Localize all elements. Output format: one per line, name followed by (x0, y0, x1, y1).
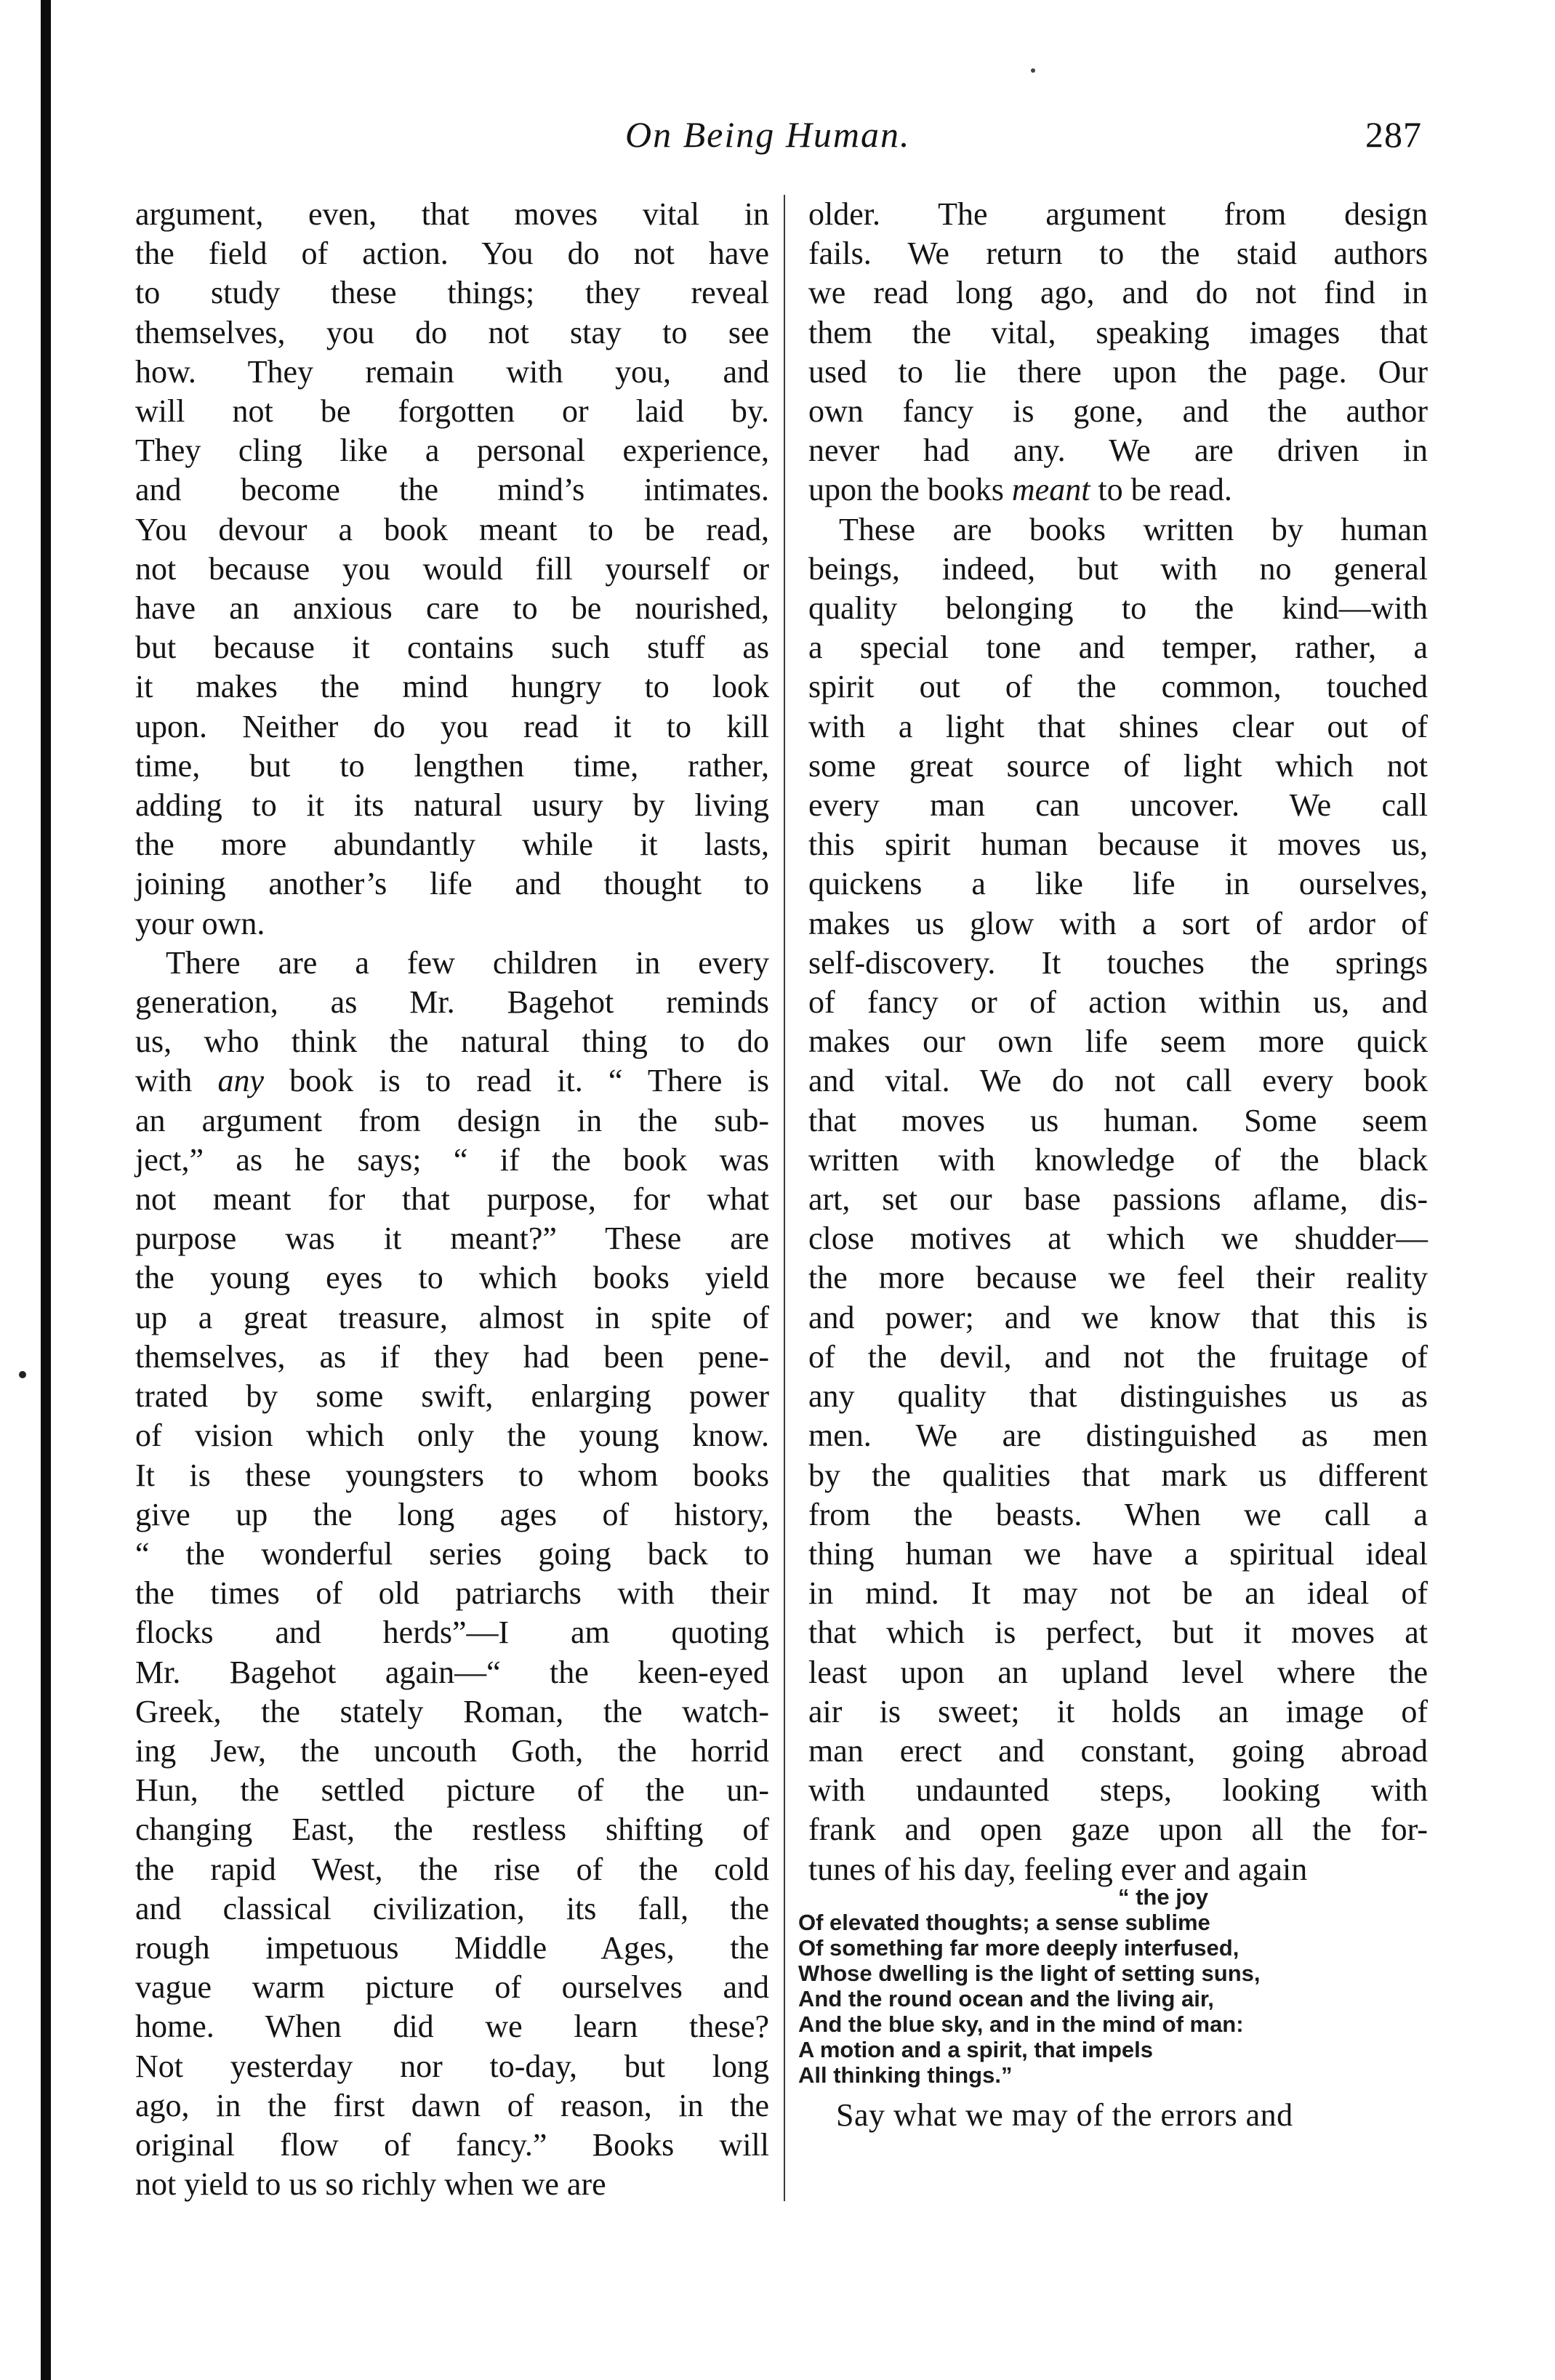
text-line: purpose was it meant?” These are (135, 1221, 769, 1257)
text-line: ing Jew, the uncouth Goth, the horrid (135, 1732, 769, 1769)
text-line: time, but to lengthen time, rather, (135, 747, 769, 784)
text-line: not meant for that purpose, for what (135, 1181, 769, 1218)
text-line: and vital. We do not call every book (808, 1063, 1428, 1099)
text-line: adding to it its natural usury by living (135, 787, 769, 824)
column-divider (784, 195, 785, 2201)
text-line: original flow of fancy.” Books will (135, 2126, 769, 2163)
text-line: fails. We return to the staid authors (808, 236, 1428, 272)
text-line: the more abundantly while it lasts, (135, 827, 769, 863)
text-line: flocks and herds”—I am quoting (135, 1615, 769, 1651)
text-line: by the qualities that mark us different (808, 1457, 1428, 1493)
text-line: the rapid West, the rise of the cold (135, 1851, 769, 1887)
text-line: and power; and we know that this is (808, 1299, 1428, 1335)
text-line: not because you would fill yourself or (135, 550, 769, 587)
text-line: vague warm picture of ourselves and (135, 1969, 769, 2006)
text-line: that which is perfect, but it moves at (808, 1615, 1428, 1651)
text-line: makes us glow with a sort of ardor of (808, 905, 1428, 941)
text-line: of the devil, and not the fruitage of (808, 1338, 1428, 1375)
closing-line: Say what we may of the errors and (836, 2097, 1293, 2133)
margin-dot (19, 1371, 26, 1378)
text-line: changing East, the restless shifting of (135, 1812, 769, 1848)
text-line: that moves us human. Some seem (808, 1102, 1428, 1138)
text-line: this spirit human because it moves us, (808, 827, 1428, 863)
text-line: quality belonging to the kind—with (808, 590, 1428, 627)
text-line: with undaunted steps, looking with (808, 1772, 1428, 1809)
left-paragraph-1 (135, 195, 769, 944)
text-line: and classical civilization, its fall, the (135, 1890, 769, 1926)
text-line: any quality that distinguishes us as (808, 1378, 1428, 1415)
poem-line: And the round ocean and the living air, (798, 1986, 1214, 2011)
text-line: the times of old patriarchs with their (135, 1575, 769, 1612)
text-line: will not be forgotten or laid by. (135, 393, 769, 430)
text-line: but because it contains such stuff as (135, 630, 769, 666)
text-line: These are books written by human (839, 511, 1428, 547)
text-line: spirit out of the common, touched (808, 669, 1428, 705)
poem-line: Whose dwelling is the light of setting suns, (798, 1961, 1261, 1986)
text-line: “ the wonderful series going back to (135, 1535, 769, 1572)
text-line: ject,” as he says; “ if the book was (135, 1141, 769, 1178)
running-title: On Being Human. (625, 114, 911, 155)
text-line: joining another’s life and thought to (135, 866, 769, 902)
text-line: argument, even, that moves vital in (135, 196, 769, 232)
text-line: There are a few children in every (166, 944, 769, 981)
text-line: They cling like a personal experience, (135, 433, 769, 469)
text-line: upon. Neither do you read it to kill (135, 708, 769, 744)
left-column (135, 195, 769, 2204)
text-line: the more because we feel their reality (808, 1260, 1428, 1296)
text-line: the young eyes to which books yield (135, 1260, 769, 1296)
text-line: from the beasts. When we call a (808, 1496, 1428, 1532)
poem-line: A motion and a spirit, that impels (798, 2037, 1154, 2062)
text-line: them the vital, speaking images that (808, 314, 1428, 350)
text-line: themselves, you do not stay to see (135, 314, 769, 350)
text-line: art, set our base passions aflame, dis- (808, 1181, 1428, 1218)
text-line: not yield to us so richly when we are (135, 2166, 606, 2203)
text-line: close motives at which we shudder— (808, 1221, 1428, 1257)
text-line: us, who think the natural thing to do (135, 1024, 769, 1060)
poem-line: Of elevated thoughts; a sense sublime (798, 1910, 1210, 1935)
text-line: and become the mind’s intimates. (135, 472, 769, 508)
text-line: it makes the mind hungry to look (135, 669, 769, 705)
text-line: with a light that shines clear out of (808, 708, 1428, 744)
text-line: older. The argument from design (808, 196, 1428, 232)
text-line: never had any. We are driven in (808, 433, 1428, 469)
right-paragraph-1 (808, 195, 1428, 510)
poem-line: And the blue sky, and in the mind of man: (798, 2011, 1244, 2037)
poem-quotation (798, 1884, 1438, 2088)
text-line: have an anxious care to be nourished, (135, 590, 769, 627)
text-line: themselves, as if they had been pene- (135, 1338, 769, 1375)
text-line: upon the books meant to be read. (808, 472, 1232, 508)
poem-line: “ the joy (1118, 1884, 1209, 1910)
text-line: with any book is to read it. “ There is (135, 1063, 769, 1099)
text-line: to study these things; they reveal (135, 275, 769, 311)
text-line: some great source of light which not (808, 747, 1428, 784)
text-line: Not yesterday nor to-day, but long (135, 2048, 769, 2084)
text-line: thing human we have a spiritual ideal (808, 1535, 1428, 1572)
text-line: used to lie there upon the page. Our (808, 353, 1428, 390)
text-line: in mind. It may not be an ideal of (808, 1575, 1428, 1612)
text-line: a special tone and temper, rather, a (808, 630, 1428, 666)
text-line: written with knowledge of the black (808, 1141, 1428, 1178)
text-line: frank and open gaze upon all the for- (808, 1812, 1428, 1848)
speck-mark (1031, 68, 1035, 73)
page-header (0, 109, 1555, 167)
text-line: makes our own life seem more quick (808, 1024, 1428, 1060)
text-line: give up the long ages of history, (135, 1496, 769, 1532)
text-line: every man can uncover. We call (808, 787, 1428, 824)
text-line: man erect and constant, going abroad (808, 1732, 1428, 1769)
text-line: quickens a like life in ourselves, (808, 866, 1428, 902)
text-line: of vision which only the young know. (135, 1418, 769, 1454)
left-paragraph-2 (135, 944, 769, 2205)
text-line: of fancy or of action within us, and (808, 984, 1428, 1021)
text-line: home. When did we learn these? (135, 2009, 769, 2045)
right-column (808, 195, 1428, 1889)
right-paragraph-2 (808, 510, 1428, 1889)
poem-line: All thinking things.” (798, 2062, 1013, 2088)
text-line: self-discovery. It touches the springs (808, 944, 1428, 981)
text-line: we read long ago, and do not find in (808, 275, 1428, 311)
text-line: air is sweet; it holds an image of (808, 1693, 1428, 1729)
text-line: trated by some swift, enlarging power (135, 1378, 769, 1415)
text-line: Mr. Bagehot again—“ the keen-eyed (135, 1654, 769, 1690)
text-line: You devour a book meant to be read, (135, 511, 769, 547)
text-line: up a great treasure, almost in spite of (135, 1299, 769, 1335)
text-line: your own. (135, 905, 265, 941)
text-line: an argument from design in the sub- (135, 1102, 769, 1138)
book-spine-shadow (41, 0, 51, 2380)
text-line: ago, in the first dawn of reason, in the (135, 2087, 769, 2123)
poem-line: Of something far more deeply interfused, (798, 1935, 1239, 1961)
text-line: beings, indeed, but with no general (808, 550, 1428, 587)
text-line: least upon an upland level where the (808, 1654, 1428, 1690)
text-line: rough impetuous Middle Ages, the (135, 1929, 769, 1966)
text-line: tunes of his day, feeling ever and again (808, 1851, 1308, 1887)
text-line: how. They remain with you, and (135, 353, 769, 390)
text-line: men. We are distinguished as men (808, 1418, 1428, 1454)
text-line: the field of action. You do not have (135, 236, 769, 272)
text-line: generation, as Mr. Bagehot reminds (135, 984, 769, 1021)
text-line: Greek, the stately Roman, the watch- (135, 1693, 769, 1729)
text-line: Hun, the settled picture of the un- (135, 1772, 769, 1809)
page-number: 287 (1365, 114, 1422, 155)
text-line: own fancy is gone, and the author (808, 393, 1428, 430)
text-line: It is these youngsters to whom books (135, 1457, 769, 1493)
